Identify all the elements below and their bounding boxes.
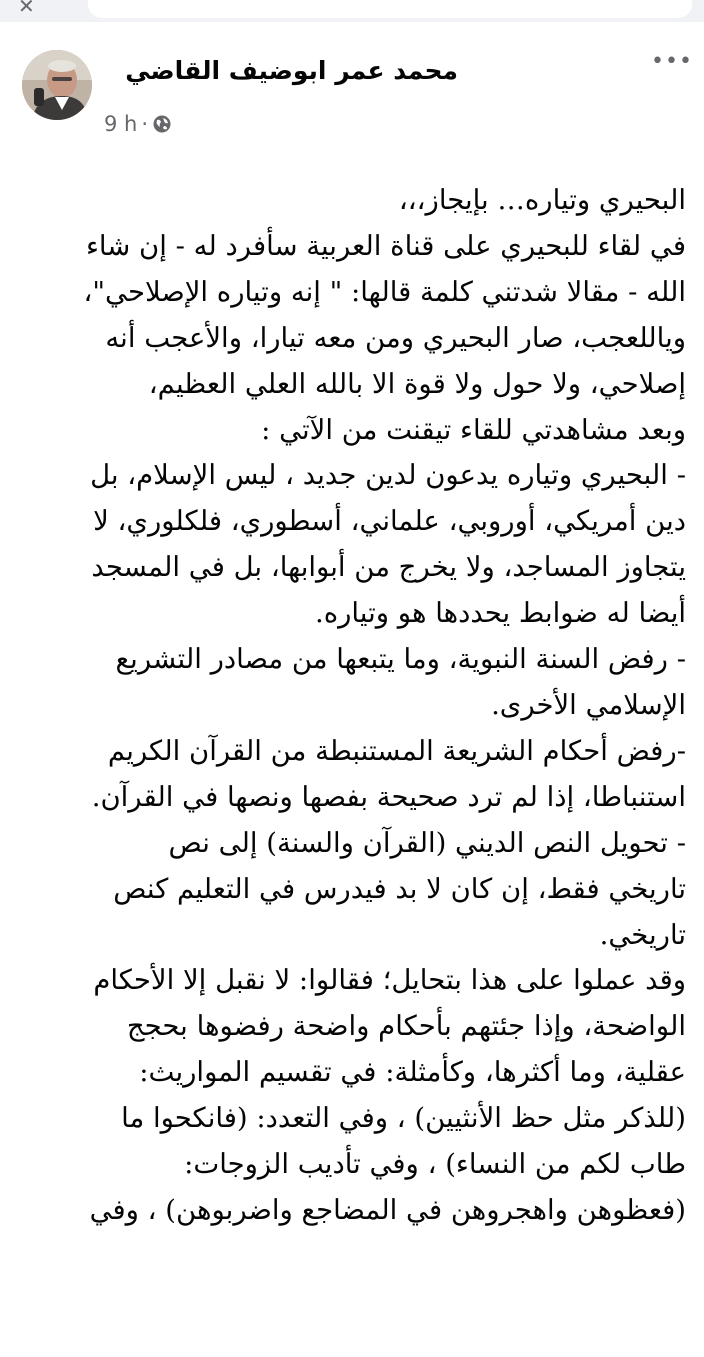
post-line: طاب لكم من النساء) ، وفي تأديب الزوجات: bbox=[184, 1148, 686, 1181]
post-line: - رفض السنة النبوية، وما يتبعها من مصادر التشريع bbox=[115, 643, 686, 676]
globe-icon[interactable] bbox=[152, 114, 172, 134]
post-line: - البحيري وتياره يدعون لدين جديد ، ليس الإسلام، بل bbox=[90, 459, 686, 492]
post-line: عقلية، وما أكثرها، وكأمثلة: في تقسيم المواريث: bbox=[139, 1056, 686, 1089]
post-line: الإسلامي الأخرى. bbox=[491, 688, 686, 721]
post-line: وياللعجب، صار البحيري ومن معه تيارا، والأعجب أنه bbox=[105, 321, 686, 354]
post-line: (للذكر مثل حظ الأنثيين) ، وفي التعدد: (فانكحوا ما bbox=[121, 1102, 686, 1135]
post-text bbox=[14, 178, 686, 1234]
post-line: - تحويل النص الديني (القرآن والسنة) إلى نص bbox=[168, 826, 686, 859]
post-card bbox=[0, 28, 704, 1357]
author-name[interactable]: محمد عمر ابوضيف القاضي bbox=[125, 56, 458, 85]
post-line: تاريخي. bbox=[599, 918, 686, 951]
post-line: إصلاحي، ولا حول ولا قوة الا بالله العلي العظيم، bbox=[148, 367, 686, 400]
post-line: يتجاوز المساجد، ولا يخرج من أبوابها، بل في المسجد bbox=[91, 551, 686, 584]
post-meta bbox=[104, 112, 172, 136]
post-line: (فعظوهن واهجروهن في المضاجع واضربوهن) ، وفي bbox=[89, 1193, 686, 1226]
top-pill bbox=[88, 0, 692, 18]
top-bar bbox=[0, 0, 704, 22]
post-line: وبعد مشاهدتي للقاء تيقنت من الآتي : bbox=[261, 413, 686, 446]
post-line: الواضحة، وإذا جئتهم بأحكام واضحة رفضوها بحجج bbox=[126, 1010, 686, 1043]
post-line: البحيري وتياره… بإيجاز،،، bbox=[398, 184, 686, 216]
post-line: أيضا له ضوابط يحددها هو وتياره. bbox=[314, 597, 686, 630]
more-options-icon[interactable]: ••• bbox=[651, 49, 693, 74]
post-line: وقد عملوا على هذا بتحايل؛ فقالوا: لا نقبل إلا الأحكام bbox=[93, 964, 686, 997]
meta-separator: · bbox=[141, 112, 149, 136]
timestamp[interactable]: 9 h bbox=[104, 112, 138, 136]
post-line: -رفض أحكام الشريعة المستنبطة من القرآن الكريم bbox=[107, 734, 686, 767]
avatar[interactable] bbox=[22, 50, 92, 120]
post-line: استنباطا، إذا لم ترد صحيحة بفصها ونصها في القرآن. bbox=[91, 780, 686, 813]
avatar-image bbox=[22, 50, 92, 120]
post-line: تاريخي فقط، إن كان لا بد فيدرس في التعليم كنص bbox=[113, 872, 686, 905]
post-line: دين أمريكي، أوروبي، علماني، أسطوري، فلكلوري، لا bbox=[93, 505, 686, 538]
post-line: في لقاء للبحيري على قناة العربية سأفرد له - إن شاء bbox=[85, 229, 686, 262]
post-line: الله - مقالا شدتني كلمة قالها: " إنه وتياره الإصلاحي"، bbox=[83, 275, 686, 308]
close-icon[interactable]: ✕ bbox=[18, 0, 35, 18]
